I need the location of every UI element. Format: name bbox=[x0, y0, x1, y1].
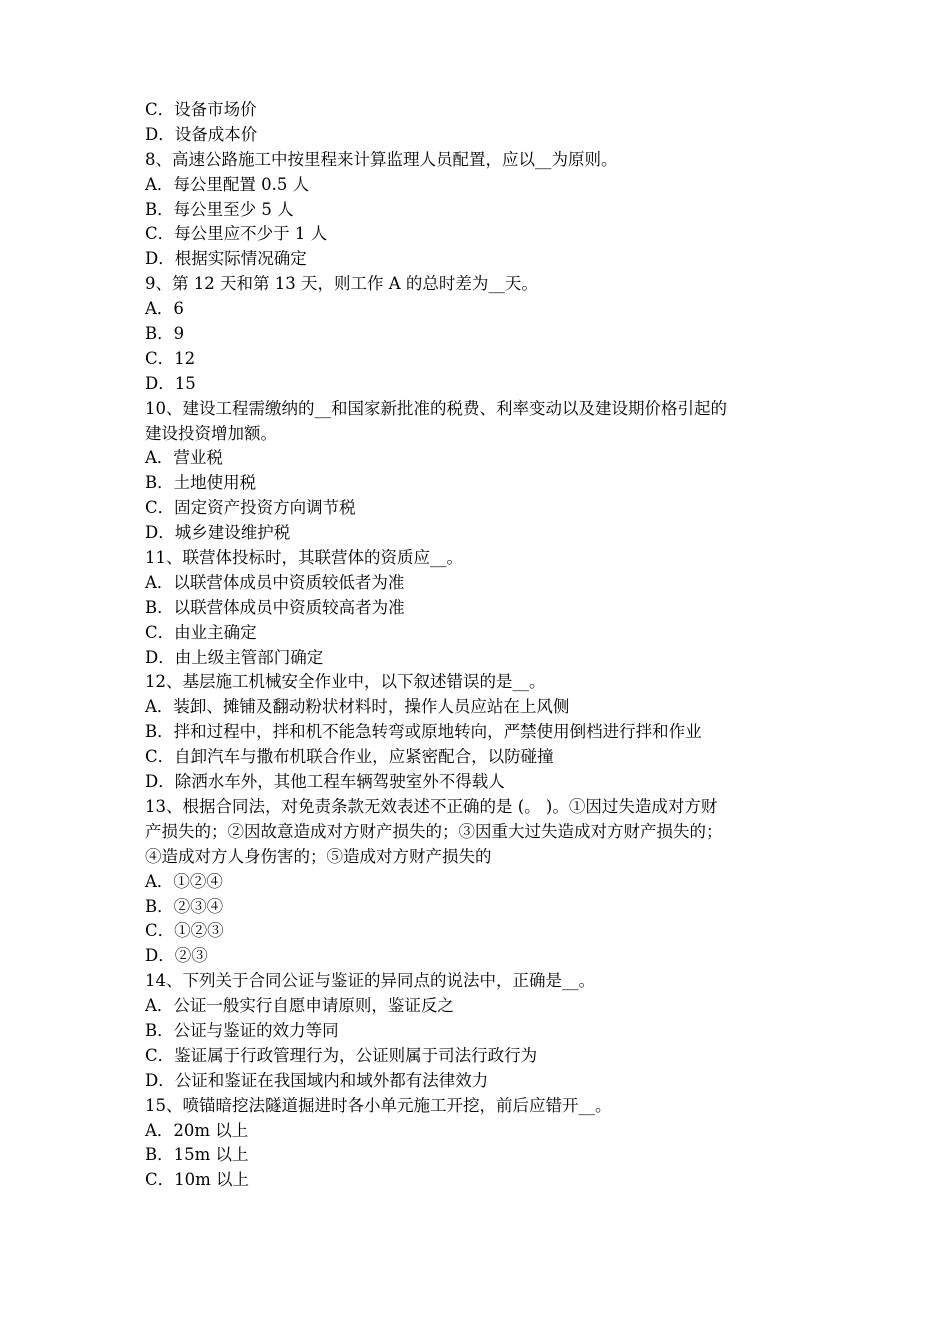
question-12-stem: 12、基层施工机械安全作业中，以下叙述错误的是__。 bbox=[145, 672, 546, 692]
question-14-option-d: D．公证和鉴证在我国域内和域外都有法律效力 bbox=[145, 1070, 489, 1090]
question-12-option-c: C．自卸汽车与撒布机联合作业，应紧密配合，以防碰撞 bbox=[145, 747, 554, 767]
question-14-option-c: C．鉴证属于行政管理行为，公证则属于司法行政行为 bbox=[145, 1045, 538, 1065]
question-13-stem-line-2: 产损失的；②因故意造成对方财产损失的；③因重大过失造成对方财产损失的； bbox=[145, 821, 723, 841]
question-8-option-b: B．每公里至少 5 人 bbox=[145, 199, 294, 219]
option-c-prev: C．设备市场价 bbox=[145, 100, 257, 119]
question-14-option-b: B．公证与鉴证的效力等同 bbox=[145, 1020, 339, 1040]
question-15-option-c: C．10m 以上 bbox=[145, 1170, 250, 1190]
question-13-option-d: D．②③ bbox=[145, 946, 208, 966]
question-10-stem-line-1: 10、建设工程需缴纳的__和国家新批准的税费、利率变动以及建设期价格引起的 bbox=[145, 398, 727, 418]
question-9-option-d: D．15 bbox=[145, 373, 196, 393]
question-8-option-a: A．每公里配置 0.5 人 bbox=[145, 174, 310, 194]
question-11-option-c: C．由业主确定 bbox=[145, 622, 257, 642]
question-13-option-b: B．②③④ bbox=[145, 896, 224, 916]
question-10-option-d: D．城乡建设维护税 bbox=[145, 523, 291, 543]
question-12-option-b: B．拌和过程中，拌和机不能急转弯或原地转向，严禁使用倒档进行拌和作业 bbox=[145, 722, 702, 742]
question-13-option-c: C．①②③ bbox=[145, 921, 224, 941]
question-10-option-b: B．土地使用税 bbox=[145, 473, 257, 493]
question-11-option-d: D．由上级主管部门确定 bbox=[145, 647, 324, 667]
question-8-option-d: D．根据实际情况确定 bbox=[145, 249, 307, 269]
question-15-option-b: B．15m 以上 bbox=[145, 1145, 249, 1165]
question-15-option-a: A．20m 以上 bbox=[145, 1120, 249, 1140]
question-13-stem-line-1: 13、根据合同法，对免责条款无效表述不正确的是 (。 )。①因过失造成对方财 bbox=[145, 796, 718, 816]
question-10-stem-line-2: 建设投资增加额。 bbox=[145, 423, 277, 443]
question-12-option-a: A．装卸、摊铺及翻动粉状材料时，操作人员应站在上风侧 bbox=[145, 697, 570, 717]
question-13-stem-line-3: ④造成对方人身伤害的；⑤造成对方财产损失的 bbox=[145, 846, 492, 866]
question-14-stem: 14、下列关于合同公证与鉴证的异同点的说法中，正确是__。 bbox=[145, 971, 595, 991]
question-10-option-a: A．营业税 bbox=[145, 448, 223, 468]
question-8-option-c: C．每公里应不少于 1 人 bbox=[145, 224, 328, 244]
question-14-option-a: A．公证一般实行自愿申请原则，鉴证反之 bbox=[145, 996, 454, 1016]
question-8-stem: 8、高速公路施工中按里程来计算监理人员配置，应以__为原则。 bbox=[145, 149, 618, 169]
question-11-option-a: A．以联营体成员中资质较低者为准 bbox=[145, 572, 405, 592]
question-10-option-c: C．固定资产投资方向调节税 bbox=[145, 498, 356, 518]
question-11-stem: 11、联营体投标时，其联营体的资质应__。 bbox=[145, 548, 463, 568]
question-9-option-c: C．12 bbox=[145, 348, 196, 368]
question-15-stem: 15、喷锚暗挖法隧道掘进时各小单元施工开挖，前后应错开__。 bbox=[145, 1095, 612, 1115]
question-9-option-a: A．6 bbox=[145, 299, 184, 319]
question-11-option-b: B．以联营体成员中资质较高者为准 bbox=[145, 597, 405, 617]
question-13-option-a: A．①②④ bbox=[145, 871, 223, 891]
question-9-option-b: B．9 bbox=[145, 324, 185, 344]
option-d-prev: D．设备成本价 bbox=[145, 124, 258, 144]
question-9-stem: 9、第 12 天和第 13 天，则工作 A 的总时差为__天。 bbox=[145, 274, 538, 294]
question-list bbox=[145, 98, 817, 1193]
question-12-option-d: D．除洒水车外，其他工程车辆驾驶室外不得载人 bbox=[145, 772, 505, 792]
